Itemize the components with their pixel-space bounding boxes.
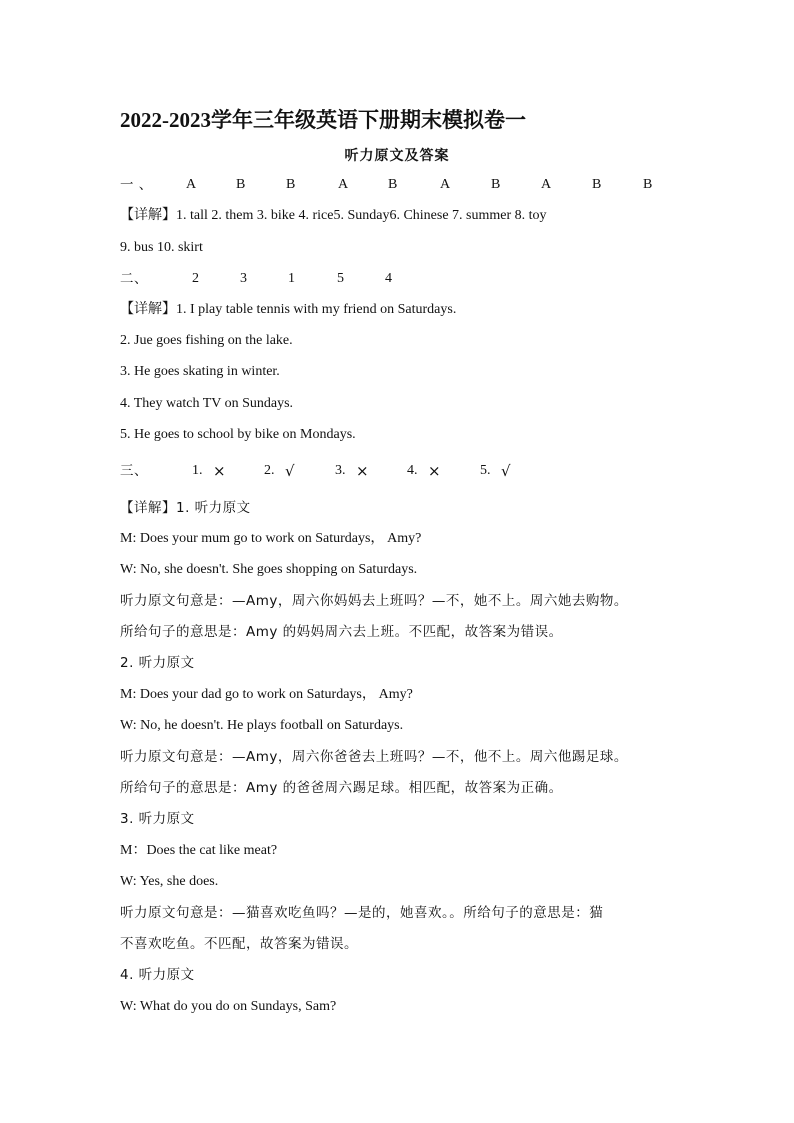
answer-item: A [541,177,552,192]
dialogue-line: M: Does your dad go to work on Saturdays， Amy? [120,687,413,702]
section1-detail-line: 【详解】1. tall 2. them 3. bike 4. rice5. Sunday6. Chinese 7. summer 8. toy [120,208,547,223]
section2-sentence: 2. Jue goes fishing on the lake. [120,333,293,348]
question-heading: 2. 听力原文 [120,655,195,671]
section2-label: 二、 [120,271,148,287]
cross-mark: × [356,462,369,480]
answer-item: 1 [288,271,295,286]
answer-item: B [388,177,398,192]
answer-item: 5 [337,271,344,286]
explanation-line: 所给句子的意思是：Amy 的妈妈周六去上班。不匹配，故答案为错误。 [120,624,563,640]
item-number: 3. [335,463,346,478]
explanation-line: 不喜欢吃鱼。不匹配，故答案为错误。 [120,936,358,952]
explanation-line: 听力原文句意是：—猫喜欢吃鱼吗？—是的，她喜欢。。所给句子的意思是：猫 [120,905,604,921]
section2-sentence: 5. He goes to school by bike on Mondays. [120,427,356,442]
answer-item: B [592,177,602,192]
dialogue-line: M：Does the cat like meat? [120,843,278,858]
cross-mark: × [213,462,226,480]
answer-item: 3 [240,271,247,286]
item-number: 5. [480,463,491,478]
item-number: 4. [407,463,418,478]
dialogue-line: M: Does your mum go to work on Saturdays， Amy? [120,531,422,546]
document-title: 2022-2023学年三年级英语下册期末模拟卷一 [120,108,526,132]
answer-item: B [491,177,501,192]
question-heading: 4. 听力原文 [120,967,195,983]
answer-item: B [236,177,246,192]
check-mark: √ [501,462,511,480]
dialogue-line: W: No, she doesn't. She goes shopping on Saturdays. [120,562,418,577]
explanation-line: 听力原文句意是：—Amy，周六你爸爸去上班吗？—不，他不上。周六他踢足球。 [120,749,628,765]
answer-item: B [643,177,653,192]
dialogue-line: W: No, he doesn't. He plays football on Saturdays. [120,718,404,733]
section1-detail-line: 9. bus 10. skirt [120,240,203,255]
section2-sentence: 4. They watch TV on Sundays. [120,396,294,411]
check-mark: √ [285,462,295,480]
question-heading: 3. 听力原文 [120,811,195,827]
section3-detail-heading: 【详解】1. 听力原文 [120,500,251,516]
section3-label: 三、 [120,463,148,479]
answer-item: 4 [385,271,392,286]
cross-mark: × [428,462,441,480]
explanation-line: 所给句子的意思是：Amy 的爸爸周六踢足球。相匹配，故答案为正确。 [120,780,563,796]
section2-detail-line: 【详解】1. I play table tennis with my friend on Saturdays. [120,302,457,317]
answer-item: A [338,177,349,192]
answer-item: A [186,177,197,192]
item-number: 2. [264,463,275,478]
section2-sentence: 3. He goes skating in winter. [120,364,280,379]
dialogue-line: W: Yes, she does. [120,874,219,889]
explanation-line: 听力原文句意是：—Amy，周六你妈妈去上班吗？—不，她不上。周六她去购物。 [120,593,628,609]
section1-label: 一 、 [120,177,153,193]
item-number: 1. [192,463,203,478]
answer-item: 2 [192,271,199,286]
dialogue-line: W: What do you do on Sundays, Sam? [120,999,337,1014]
answer-item: B [286,177,296,192]
document-subtitle: 听力原文及答案 [344,149,450,164]
answer-item: A [440,177,451,192]
